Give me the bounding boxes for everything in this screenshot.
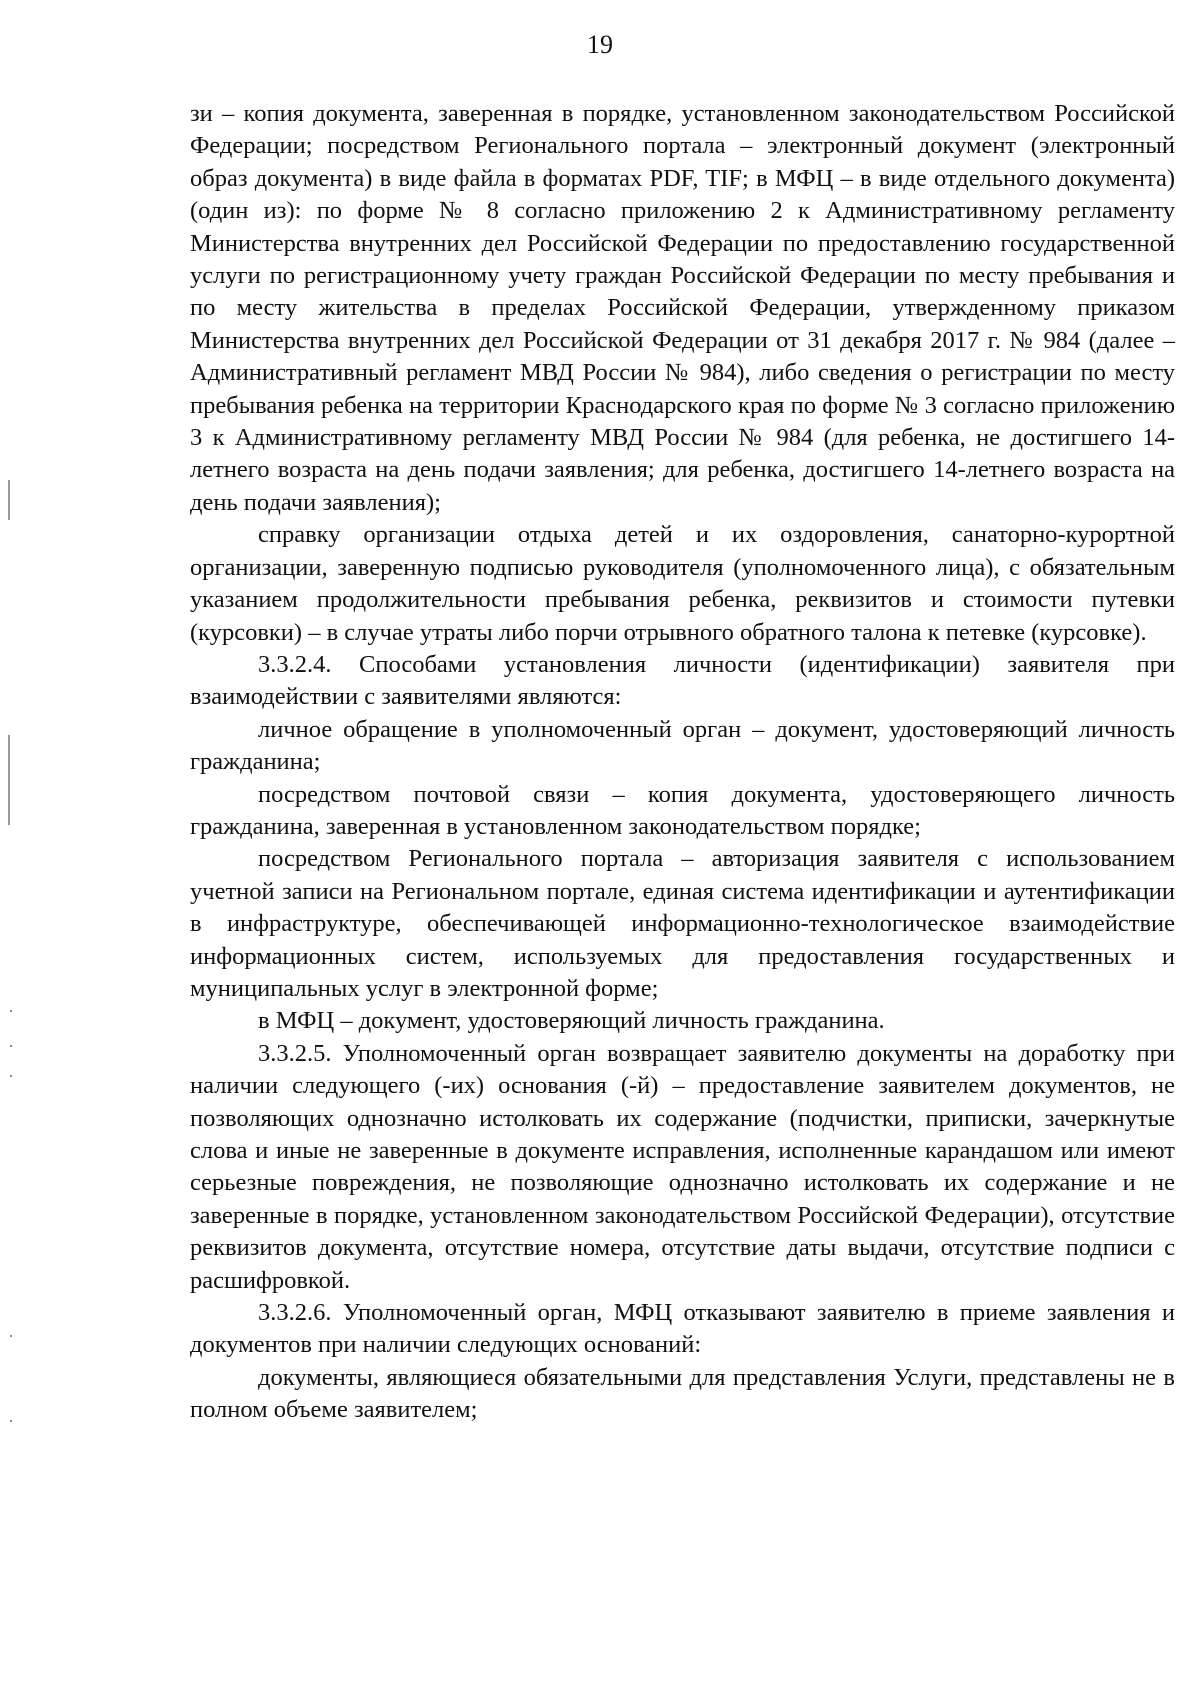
paragraph-mfc: в МФЦ – документ, удостоверяющий личность гражданина. xyxy=(258,1007,885,1035)
paragraph-3-3-2-5: 3.3.2.5. Уполномоченный орган возвращает заявителю документы на доработку при наличии следующего (-их) основания (-й) – предоставление заявителем документов, не позволяющих однозначно истолковать их содержание (подчистки, приписки, зачеркнутые слова и иные не заверенные в документе исправления, исполненные карандашом или имеют серьезные повреждения, не позволяющие однозначно истолковать их содержание и не заверенные в порядке, установленном законодательством Российской Федерации), отсутствие реквизитов документа, отсутствие номера, отсутствие даты выдачи, отсутствие подписи с расшифровкой. xyxy=(190,1039,1175,1294)
page-number: 19 xyxy=(587,30,613,59)
paragraph-postal: посредством почтовой связи – копия документа, удостоверяющего личность гражданина, заверенная в установленном законодательством порядке; xyxy=(190,780,1175,840)
paragraph-regional-portal: посредством Регионального портала – авторизация заявителя с использованием учетной записи на Региональном портале, единая система идентификации и аутентификации в инфраструктуре, обеспечивающей информационно-технологическое взаимодействие информационных систем, используемых для предоставления государственных и муниципальных услуг в электронной форме; xyxy=(190,845,1175,1002)
scan-dust xyxy=(10,1420,12,1422)
paragraph-3-3-2-4: 3.3.2.4. Способами установления личности (идентификации) заявителя при взаимодействии с заявителями являются: xyxy=(190,650,1175,711)
scan-edge-mark xyxy=(8,480,10,520)
scan-edge-mark xyxy=(8,735,10,825)
paragraph-continuation: зи – копия документа, заверенная в порядке, установленном законодательством Российской Федерации; посредством Регионального портала – электронный документ (электронный образ документа) в виде файла в форматах PDF, TIF; в МФЦ – в виде отдельного документа) (один из): по форме № 8 согласно приложению 2 к Административному регламенту Министерства внутренних дел Российской Федерации по предоставлению государственной услуги по регистрационному учету граждан Российской Федерации по месту пребывания и по месту жительства в пределах Российской Федерации, утвержденному приказом Министерства внутренних дел Российской Федерации от 31 декабря 2017 г. № 984 (далее – Административный регламент МВД России № 984), либо сведения о регистрации по месту пребывания ребенка на территории Краснодарского края по форме № 3 согласно приложению 3 к Административному регламенту МВД России № 984 (для ребенка, не достигшего 14-летнего возраста на день подачи заявления; для ребенка, достигшего 14-летнего возраста на день подачи заявления); xyxy=(190,100,1175,516)
paragraph-incomplete-documents: документы, являющиеся обязательными для представления Услуги, представлены не в полном объеме заявителем; xyxy=(190,1363,1175,1424)
paragraph-3-3-2-6: 3.3.2.6. Уполномоченный орган, МФЦ отказывают заявителю в приеме заявления и документов при наличии следующих оснований: xyxy=(190,1299,1175,1359)
paragraph-sanatorium-certificate: справку организации отдыха детей и их оздоровления, санаторно-курортной организации, заверенную подписью руководителя (уполномоченного лица), с обязательным указанием продолжительности пребывания ребенка, реквизитов и стоимости путевки (курсовки) – в случае утраты либо порчи отрывного обратного талона к петевке (курсовке). xyxy=(190,521,1175,646)
scan-dust xyxy=(10,1075,12,1077)
document-body xyxy=(190,98,1175,1427)
paragraph-personal-visit: личное обращение в уполномоченный орган – документ, удостоверяющий личность гражданина; xyxy=(190,715,1175,776)
scan-dust xyxy=(10,1045,12,1047)
scan-dust xyxy=(10,1335,12,1337)
scan-dust xyxy=(10,1010,12,1012)
